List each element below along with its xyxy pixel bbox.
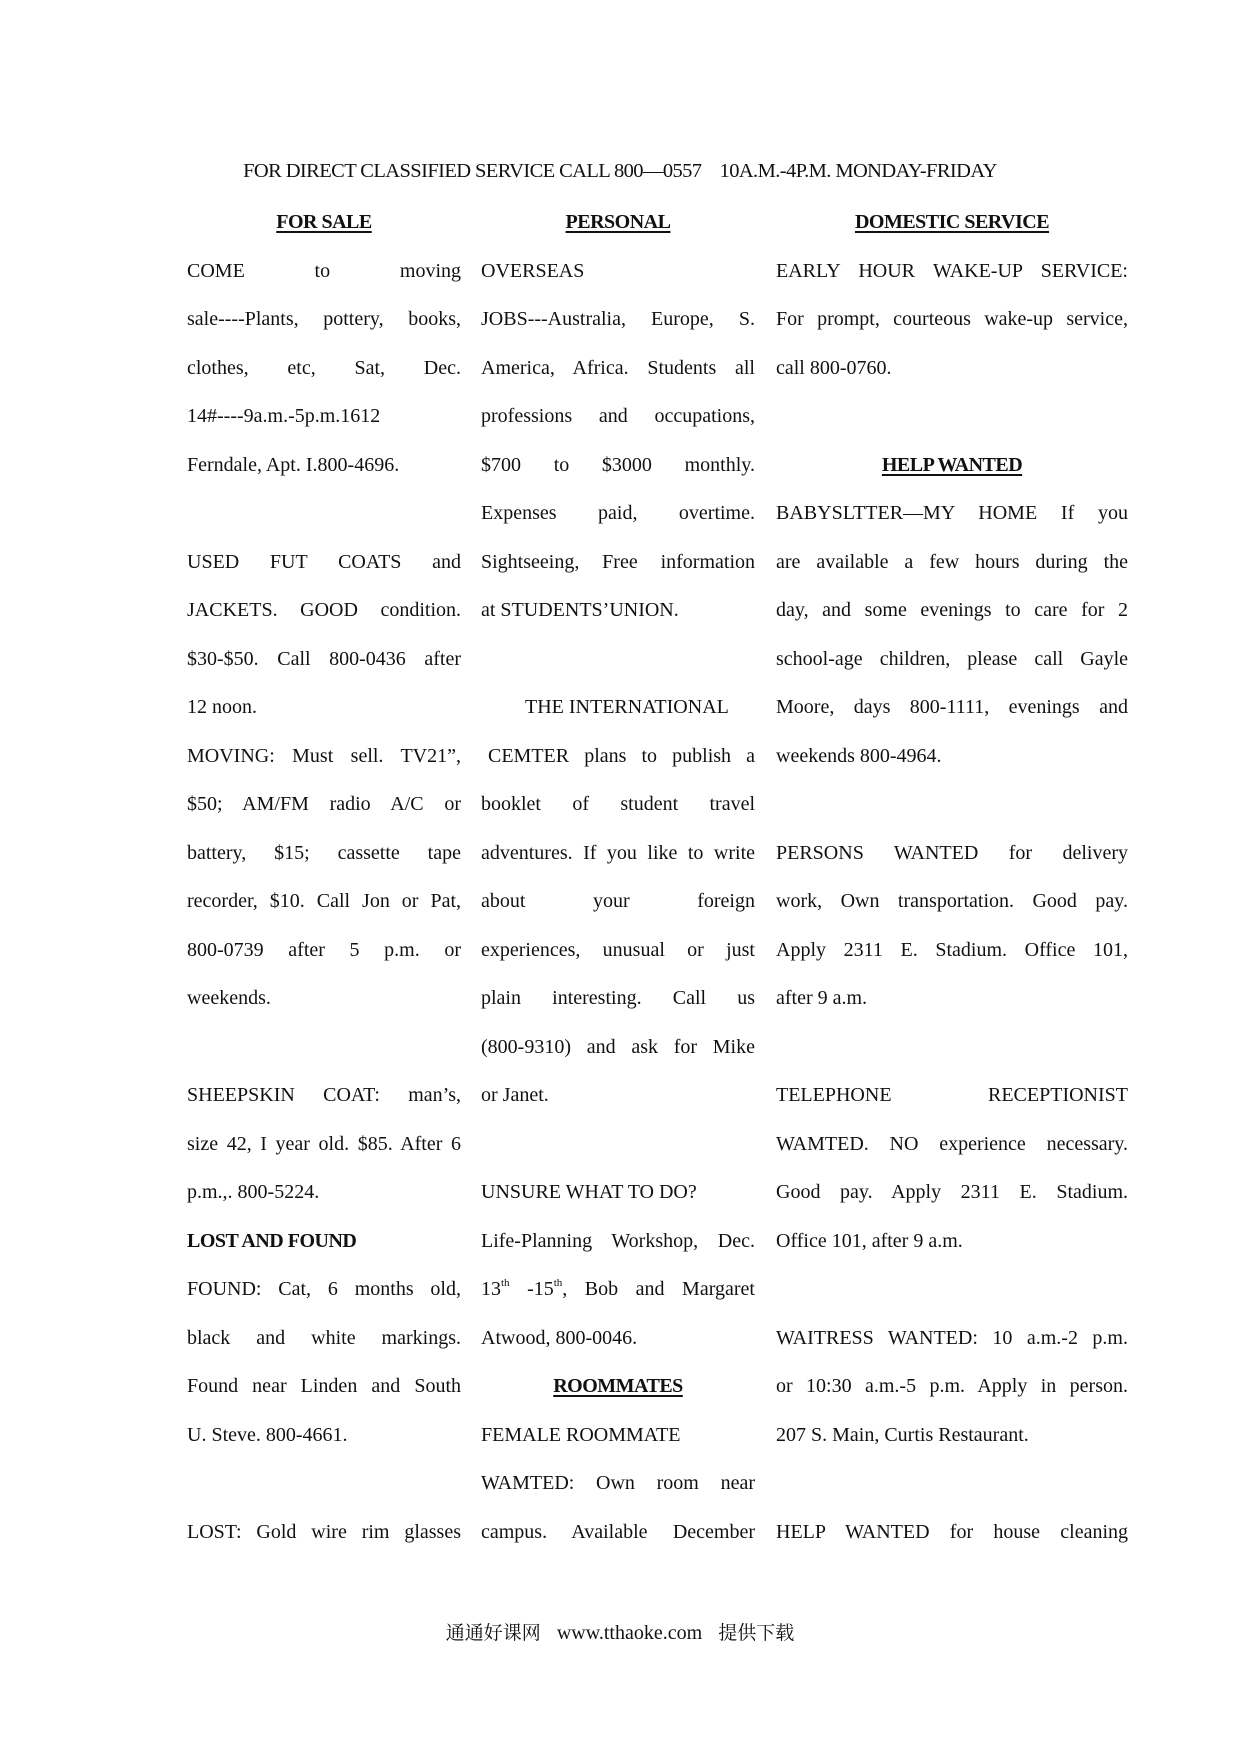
ad-line: Apply 2311 E. Stadium. Office 101, — [776, 939, 1128, 961]
text-segment: , Bob and Margaret — [562, 1278, 755, 1300]
ad-line: Ferndale, Apt. I.800-4696. — [187, 454, 400, 476]
ad-line: clothes, etc, Sat, Dec. — [187, 357, 461, 379]
ad-line: WAITRESS WANTED: 10 a.m.-2 p.m. — [776, 1327, 1128, 1349]
ad-line: professions and occupations, — [481, 405, 755, 427]
ad-line: PERSONS WANTED for delivery — [776, 842, 1128, 864]
superscript: th — [501, 1277, 510, 1289]
ad-line: booklet of student travel — [481, 793, 755, 815]
ad-line: weekends. — [187, 987, 271, 1009]
section-heading-for-sale: FOR SALE — [276, 211, 372, 233]
ad-line: $30-$50. Call 800-0436 after — [187, 648, 461, 670]
ad-line: CEMTER plans to publish a — [488, 745, 755, 767]
text-segment: -15 — [509, 1278, 554, 1300]
ad-line: Found near Linden and South — [187, 1375, 461, 1397]
ad-line: WAMTED. NO experience necessary. — [776, 1133, 1128, 1155]
ad-line: THE INTERNATIONAL — [525, 696, 729, 718]
ad-line: Sightseeing, Free information — [481, 551, 755, 573]
ad-line: EARLY HOUR WAKE-UP SERVICE: — [776, 260, 1128, 282]
ad-line: school-age children, please call Gayle — [776, 648, 1128, 670]
footer-site-name: 通通好课网 — [445, 1622, 541, 1644]
ad-line: JOBS---Australia, Europe, S. — [481, 308, 755, 330]
ad-line: battery, $15; cassette tape — [187, 842, 461, 864]
ad-line: COME to moving — [187, 260, 461, 282]
section-heading-roommates: ROOMMATES — [553, 1375, 683, 1397]
ad-line: are available a few hours during the — [776, 551, 1128, 573]
ad-line: black and white markings. — [187, 1327, 461, 1349]
section-heading-help-wanted: HELP WANTED — [881, 454, 1023, 476]
ad-line: Life-Planning Workshop, Dec. — [481, 1230, 755, 1252]
ad-line: work, Own transportation. Good pay. — [776, 890, 1128, 912]
ad-line: about your foreign — [481, 890, 755, 912]
ad-line: size 42, I year old. $85. After 6 — [187, 1133, 461, 1155]
section-heading-lost-and-found: LOST AND FOUND — [187, 1230, 357, 1252]
ad-line: For prompt, courteous wake-up service, — [776, 308, 1128, 330]
ad-line: $50; AM/FM radio A/C or — [187, 793, 461, 815]
ad-line: FEMALE ROOMMATE — [481, 1424, 681, 1446]
ad-line: MOVING: Must sell. TV21”, — [187, 745, 461, 767]
ad-line: Moore, days 800-1111, evenings and — [776, 696, 1128, 718]
ad-line: after 9 a.m. — [776, 987, 868, 1009]
ad-line: TELEPHONE RECEPTIONIST — [776, 1084, 1128, 1106]
text-segment: 13 — [481, 1278, 501, 1300]
ad-line: Atwood, 800-0046. — [481, 1327, 638, 1349]
ad-line: experiences, unusual or just — [481, 939, 755, 961]
ad-line: $700 to $3000 monthly. — [481, 454, 755, 476]
ad-line: Office 101, after 9 a.m. — [776, 1230, 963, 1252]
classified-banner: FOR DIRECT CLASSIFIED SERVICE CALL 800—0557 10A.M.-4P.M. MONDAY-FRIDAY — [243, 160, 997, 182]
ad-line — [481, 1274, 755, 1304]
footer — [0, 1618, 1240, 1645]
ad-line: sale----Plants, pottery, books, — [187, 308, 461, 330]
ad-line: or 10:30 a.m.-5 p.m. Apply in person. — [776, 1375, 1128, 1397]
ad-line: 207 S. Main, Curtis Restaurant. — [776, 1424, 1029, 1446]
ad-line: U. Steve. 800-4661. — [187, 1424, 348, 1446]
ad-line: LOST: Gold wire rim glasses — [187, 1521, 461, 1543]
ad-line: weekends 800-4964. — [776, 745, 942, 767]
ad-line: UNSURE WHAT TO DO? — [481, 1181, 697, 1203]
footer-url-link[interactable]: www.tthaoke.com — [556, 1622, 703, 1644]
superscript: th — [553, 1277, 563, 1289]
ad-line: HELP WANTED for house cleaning — [776, 1521, 1128, 1543]
ad-line: or Janet. — [481, 1084, 549, 1106]
ad-line: (800-9310) and ask for Mike — [481, 1036, 755, 1058]
ad-line: day, and some evenings to care for 2 — [776, 599, 1128, 621]
ad-line: Good pay. Apply 2311 E. Stadium. — [776, 1181, 1128, 1203]
section-heading-domestic-service: DOMESTIC SERVICE — [854, 211, 1050, 233]
ad-line: WAMTED: Own room near — [481, 1472, 755, 1494]
ad-line: 12 noon. — [187, 696, 257, 718]
ad-line: call 800-0760. — [776, 357, 892, 379]
ad-line: at STUDENTS’UNION. — [481, 599, 679, 621]
ad-line: 800-0739 after 5 p.m. or — [187, 939, 461, 961]
ad-line: plain interesting. Call us — [481, 987, 755, 1009]
ad-line: recorder, $10. Call Jon or Pat, — [187, 890, 461, 912]
ad-line: Expenses paid, overtime. — [481, 502, 755, 524]
ad-line: campus. Available December — [481, 1521, 755, 1543]
ad-line: OVERSEAS — [481, 260, 585, 282]
ad-line: FOUND: Cat, 6 months old, — [187, 1278, 461, 1300]
ad-line: JACKETS. GOOD condition. — [187, 599, 461, 621]
ad-line: 14#----9a.m.-5p.m.1612 — [187, 405, 381, 427]
ad-line: p.m.,. 800-5224. — [187, 1181, 320, 1203]
footer-download-text: 提供下载 — [718, 1622, 795, 1644]
ad-line: SHEEPSKIN COAT: man’s, — [187, 1084, 461, 1106]
ad-line: America, Africa. Students all — [481, 357, 755, 379]
ad-line: USED FUT COATS and — [187, 551, 461, 573]
section-heading-personal: PERSONAL — [565, 211, 671, 233]
ad-line: BABYSLTTER—MY HOME If you — [776, 502, 1128, 524]
ad-line: adventures. If you like to write — [481, 842, 755, 864]
